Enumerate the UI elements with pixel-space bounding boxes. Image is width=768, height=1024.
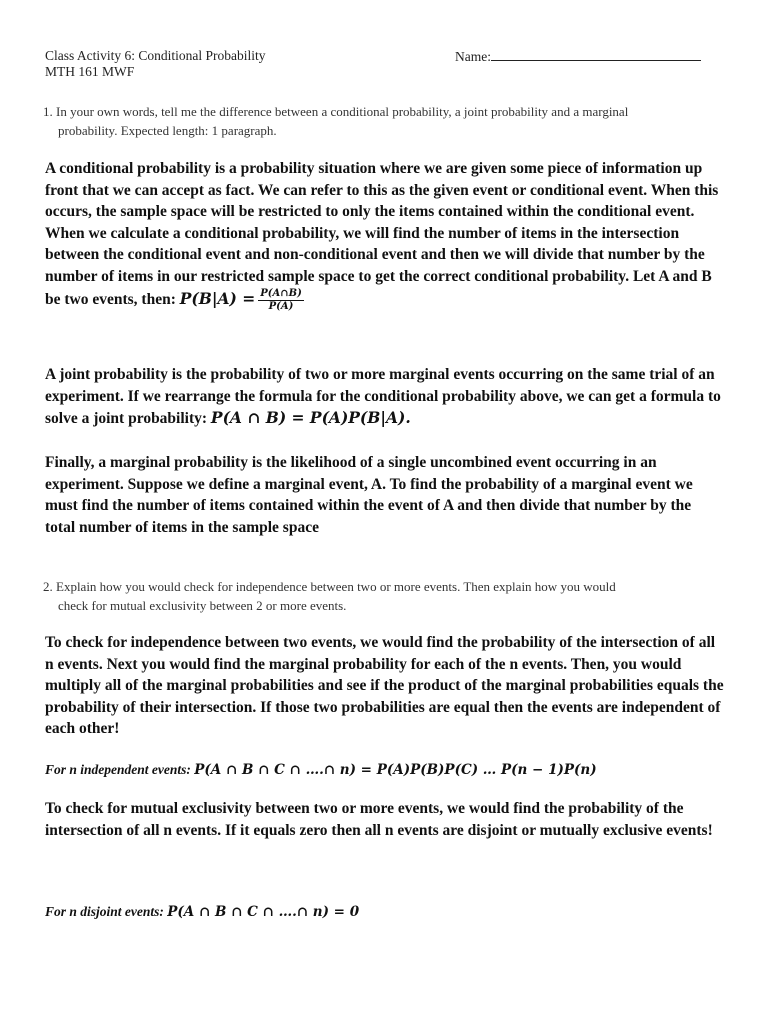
name-field	[455, 48, 701, 65]
joint-probability-formula: P(A ∩ B) = P(A)P(B|A).	[210, 408, 411, 428]
question-1-line-2: probability. Expected length: 1 paragraph.	[58, 123, 277, 138]
question-2-line-1: 2. Explain how you would check for independence between two or more events. Then explain how you would	[43, 579, 616, 594]
conditional-formula-lhs: P(B|A) =	[179, 288, 256, 308]
conditional-formula-denominator: P(A)	[268, 300, 294, 312]
conditional-formula-fraction	[258, 288, 304, 313]
name-label: Name:	[455, 49, 491, 64]
answer-2-paragraph-1: To check for independence between two events, we would find the probability of the intersection of all n events. Next you would find the marginal probability for each of the n events. Then, you would multiply all of the marginal probabilities and see if the product of the marginal probabilities equals the probability of their intersection. If those two probabilities are equal then the events are independent of each other!	[45, 634, 724, 738]
independence-formula: P(A ∩ B ∩ C ∩ ….∩ n) = P(A)P(B)P(C) … P(n − 1)P(n)	[194, 762, 597, 778]
answer-1-paragraph-2-text: A joint probability is the probability of two or more marginal events occurring on the same trial of an experiment. If we rearrange the formula for the conditional probability above, we can get a formula to solve a joint probability:	[45, 366, 721, 428]
disjoint-formula-line	[45, 904, 725, 920]
disjoint-formula: P(A ∩ B ∩ C ∩ ….∩ n) = 0	[167, 904, 360, 920]
answer-1-paragraph-2	[45, 364, 725, 430]
disjoint-formula-lead: For n disjoint events:	[45, 904, 168, 919]
question-2-line-2: check for mutual exclusivity between 2 or more events.	[58, 598, 347, 613]
answer-1-paragraph-1	[45, 158, 725, 313]
answer-1-paragraph-3: Finally, a marginal probability is the likelihood of a single uncombined event occurring in an experiment. Suppose we define a marginal event, A. To find the probability of a marginal event we must find the number of items contained within the event of A and then divide that number by the total number of items in the sample space	[45, 454, 693, 536]
independence-formula-lead: For n independent events:	[45, 762, 195, 777]
answer-2-paragraph-2: To check for mutual exclusivity between two or more events, we would find the probability of the intersection of all n events. If it equals zero then all n events are disjoint or mutually exclusive events!	[45, 800, 713, 839]
course-code: MTH 161 MWF	[45, 64, 135, 79]
name-blank-line	[491, 48, 701, 61]
independence-formula-line	[45, 762, 725, 778]
conditional-formula-numerator: P(A∩B)	[260, 287, 302, 299]
activity-title: Class Activity 6: Conditional Probability	[45, 48, 266, 63]
question-1	[45, 102, 725, 140]
question-2	[45, 577, 725, 615]
question-1-line-1: 1. In your own words, tell me the difference between a conditional probability, a joint probability and a marginal	[43, 104, 629, 119]
answer-1-paragraph-1-text: A conditional probability is a probability situation where we are given some piece of information up front that we can accept as fact. We can refer to this as the given event or conditional event. When this occurs, the sample space will be restricted to only the items contained within the conditional event. When we calculate a conditional probability, we will find the number of items in the intersection between the conditional event and non-conditional event and then we will divide that number by the number of items in our restricted sample space to get the correct conditional probability. Let A and B be two events, then:	[45, 160, 719, 308]
